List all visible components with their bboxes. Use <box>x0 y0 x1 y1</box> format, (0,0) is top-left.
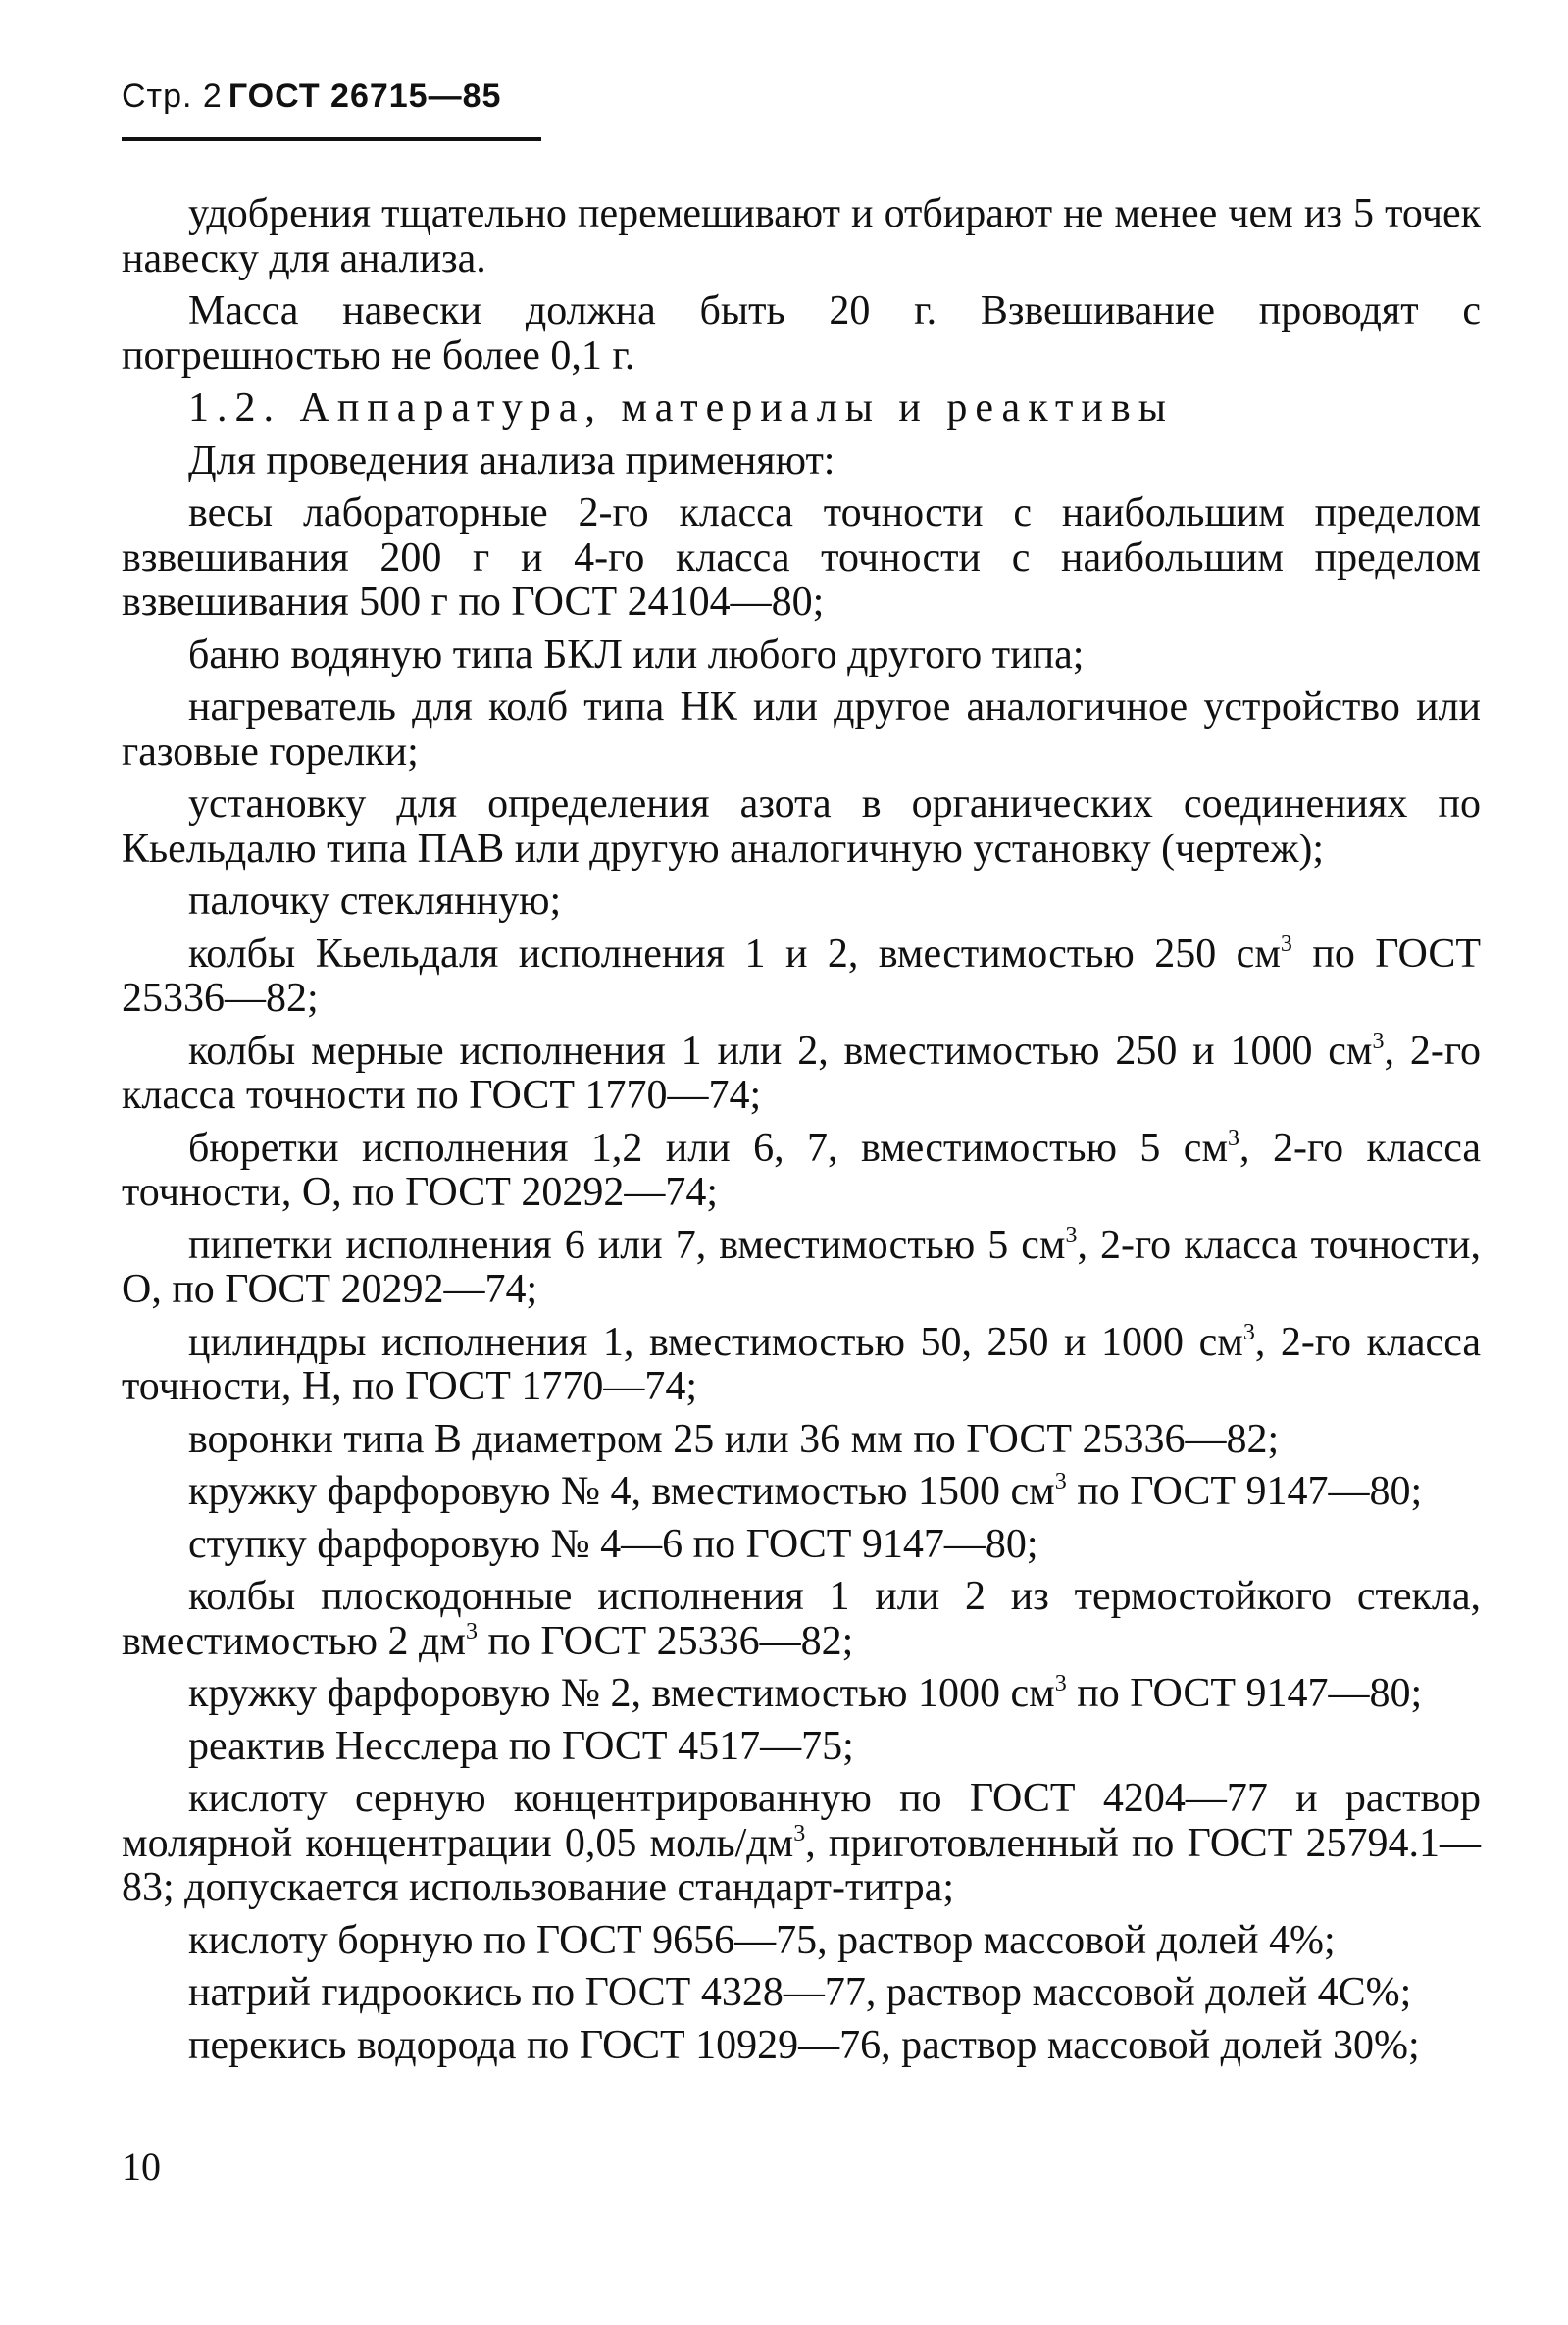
text-segment: , 2-го класса точности, О, по ГОСТ 20292—74; <box>122 1222 1481 1312</box>
superscript: 3 <box>465 1618 478 1644</box>
paragraph: удобрения тщательно перемешивают и отбирают не менее чем из 5 точек навеску для анализа. <box>122 191 1481 281</box>
list-item: кислоту борную по ГОСТ 9656—75, раствор массовой долей 4%; <box>188 1917 1336 1963</box>
text-segment: по ГОСТ 9147—80; <box>1066 1671 1423 1716</box>
list-item <box>122 1127 1481 1216</box>
text-segment: , 2-го класса точности по ГОСТ 1770—74; <box>122 1028 1482 1118</box>
list-item <box>122 933 1481 1022</box>
list-item: весы лабораторные 2-го класса точности с наибольшим пределом взвешивания 200 г и 4-го класса точности с наибольшим пределом взвешивания 500 г по ГОСТ 24104—80; <box>122 490 1481 625</box>
list-item <box>122 1777 1481 1911</box>
body-text <box>122 192 1481 2076</box>
list-item: палочку стеклянную; <box>188 879 562 924</box>
text-segment: цилиндры исполнения 1, вместимостью 50, 250 и 1000 см <box>188 1319 1243 1365</box>
list-item <box>122 1672 1481 1717</box>
text-segment: колбы Кьельдаля исполнения 1 и 2, вместимостью 250 см <box>188 931 1281 977</box>
text-segment: по ГОСТ 25336—82; <box>477 1618 854 1664</box>
text-segment: по ГОСТ 9147—80; <box>1066 1469 1423 1514</box>
list-item <box>122 1575 1481 1664</box>
list-item: ступку фарфоровую № 4—6 по ГОСТ 9147—80; <box>188 1521 1038 1567</box>
page-header <box>122 76 541 141</box>
superscript: 3 <box>1228 1125 1240 1151</box>
list-item: нагреватель для колб типа НК или другое аналогичное устройство или газовые горелки; <box>122 684 1481 775</box>
superscript: 3 <box>1054 1671 1067 1696</box>
list-item: натрий гидроокись по ГОСТ 4328—77, раствор массовой долей 4С%; <box>188 1970 1412 2015</box>
list-item: перекись водорода по ГОСТ 10929—76, раствор массовой долей 30%; <box>188 2022 1420 2068</box>
text-segment: , 2-го класса точности, О, по ГОСТ 20292—74; <box>122 1125 1481 1215</box>
text-segment: , 2-го класса точности, Н, по ГОСТ 1770—74; <box>122 1319 1481 1409</box>
text-segment: , приготовленный по ГОСТ 25794.1—83; допускается использование стандарт-титра; <box>122 1820 1481 1910</box>
superscript: 3 <box>1280 931 1292 957</box>
paragraph: Масса навески должна быть 20 г. Взвешивание проводят с погрешностью не более 0,1 г. <box>122 288 1481 379</box>
superscript: 3 <box>1054 1469 1067 1494</box>
list-item: реактив Несслера по ГОСТ 4517—75; <box>188 1723 854 1769</box>
text-segment: кислоту серную концентрированную по ГОСТ 4204—77 и раствор молярной концентрации 0,05 моль/дм <box>122 1776 1481 1866</box>
text-segment: кружку фарфоровую № 2, вместимостью 1000 см <box>188 1671 1055 1716</box>
page-number: 10 <box>122 2145 161 2189</box>
superscript: 3 <box>1372 1028 1385 1054</box>
list-item <box>122 1030 1481 1119</box>
list-item: баню водяную типа БКЛ или любого другого типа; <box>188 632 1085 678</box>
text-segment: кружку фарфоровую № 4, вместимостью 1500 см <box>188 1469 1055 1514</box>
list-item <box>122 1470 1481 1515</box>
paragraph: Для проведения анализа применяют: <box>188 437 835 483</box>
section-heading: 1.2. Аппаратура, материалы и реактивы <box>188 385 1174 430</box>
text-segment: по ГОСТ 25336—82; <box>122 931 1481 1021</box>
superscript: 3 <box>1065 1222 1078 1248</box>
list-item <box>122 1321 1481 1410</box>
text-segment: бюретки исполнения 1,2 или 6, 7, вместимостью 5 см <box>188 1125 1229 1171</box>
text-segment: колбы плоскодонные исполнения 1 или 2 из термостойкого стекла, вместимостью 2 дм <box>122 1574 1481 1664</box>
page-label: Стр. 2 <box>122 77 223 115</box>
superscript: 3 <box>793 1820 806 1846</box>
list-item: установку для определения азота в органических соединениях по Кьельдалю типа ПАВ или другую аналогичную установку (чертеж); <box>122 782 1481 872</box>
superscript: 3 <box>1242 1319 1255 1345</box>
text-segment: колбы мерные исполнения 1 или 2, вместимостью 250 и 1000 см <box>188 1028 1373 1074</box>
list-item: воронки типа В диаметром 25 или 36 мм по ГОСТ 25336—82; <box>188 1416 1280 1462</box>
list-item <box>122 1224 1481 1313</box>
standard-designation: ГОСТ 26715—85 <box>228 77 502 115</box>
text-segment: пипетки исполнения 6 или 7, вместимостью 5 см <box>188 1222 1066 1268</box>
